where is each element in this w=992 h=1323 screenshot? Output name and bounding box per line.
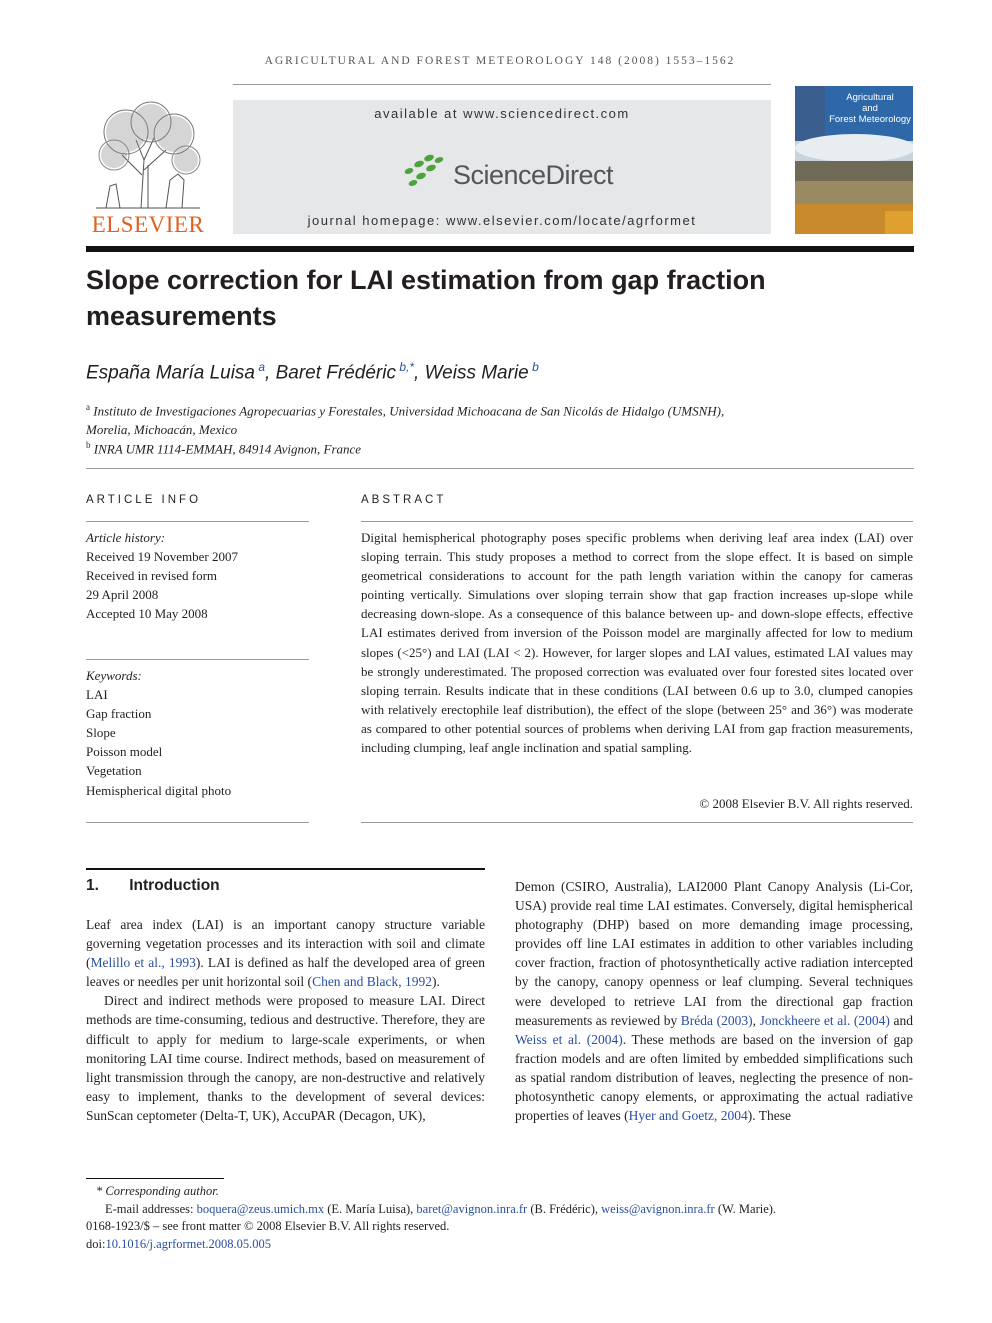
intro-rule (86, 868, 485, 870)
article-info-heading: ARTICLE INFO (86, 494, 202, 506)
elsevier-wordmark: ELSEVIER (91, 212, 205, 237)
affil-mark-a: a (86, 402, 90, 412)
text-run: Leaf area index (LAI) is an important canopy structure variable governing vegetation processes and its interaction with soil and climate ( (86, 917, 485, 971)
intro-heading (86, 877, 220, 895)
intro-paragraph-2: Direct and indirect methods were proposed to measure LAI. Direct methods are time-consuming, tedious and destructive. Therefore, they are difficult to apply for medium to large-scale experiments, or when monitoring LAI time course. Indirect methods, based on measurement of light transmission through the canopy, are non-destructive and relatively easy to implement, thanks to the development of several devices: SunScan ceptometer (Delta-T, UK), AccuPAR (Decagon, UK), (86, 993, 485, 1123)
text-run: E-mail addresses: (105, 1201, 197, 1216)
section-title: Introduction (129, 877, 220, 894)
author-affil-mark[interactable]: a (258, 360, 266, 374)
text-run: ). LAI is defined as half the developed area of green leaves or needles per unit horizontal soil ( (86, 955, 486, 990)
abstract-rule (361, 521, 913, 522)
author-affil-mark[interactable]: b,* (399, 360, 414, 374)
intro-right-column (515, 877, 913, 1125)
running-header: AGRICULTURAL AND FOREST METEOROLOGY 148 (2008) 1553–1562 (264, 55, 736, 67)
footnotes (86, 1183, 914, 1253)
affil-divider (86, 468, 914, 469)
email-link[interactable]: weiss@avignon.inra.fr (601, 1201, 715, 1216)
email-addresses (86, 1201, 914, 1219)
article-info-rule (86, 521, 309, 522)
journal-cover (795, 86, 913, 234)
ref-hyer-link[interactable]: Hyer and Goetz, 2004 (628, 1108, 748, 1124)
text-run: (W. Marie). (714, 1201, 777, 1216)
keyword: Vegetation (86, 763, 142, 779)
title-divider (86, 246, 914, 252)
ref-jonckheere-link[interactable]: Jonckheere et al. (2004) (759, 1012, 890, 1028)
keywords-rule (86, 659, 309, 660)
history-item: Accepted 10 May 2008 (86, 606, 208, 622)
affil-a-line2: Morelia, Michoacán, Mexico (86, 422, 238, 438)
affil-a-line1: Instituto de Investigaciones Agropecuarias y Forestales, Universidad Michoacana de San Nicolás de Hidalgo (UMSNH), (93, 403, 725, 419)
title-line1: Slope correction for LAI estimation from gap fraction (86, 265, 766, 295)
intro-left-column (86, 915, 485, 1125)
title-line2: measurements (86, 301, 277, 331)
history-item: Received 19 November 2007 (86, 549, 238, 565)
intro-paragraph-1 (86, 915, 485, 991)
section-number: 1. (86, 877, 99, 894)
journal-homepage: journal homepage: www.elsevier.com/locate/agrformet (307, 213, 697, 228)
cover-title-line3: Forest Meteorology (829, 114, 911, 125)
history-item: Received in revised form (86, 568, 218, 584)
footnote-rule (86, 1178, 224, 1179)
text-run: ). (432, 974, 440, 990)
doi-link[interactable]: 10.1016/j.agrformet.2008.05.005 (105, 1236, 272, 1251)
issn-line: 0168-1923/$ – see front matter © 2008 Elsevier B.V. All rights reserved. (86, 1219, 450, 1233)
text-run: ). These (747, 1108, 792, 1124)
text-run: , (752, 1012, 760, 1028)
abstract-bottom-rule (361, 822, 913, 823)
affil-b-line1: INRA UMR 1114-EMMAH, 84914 Avignon, France (93, 441, 362, 457)
abstract-heading: ABSTRACT (361, 494, 447, 506)
available-at: available at www.sciencedirect.com (374, 106, 630, 121)
sciencedirect-logo-text: ScienceDirect (453, 160, 614, 190)
keywords-label: Keywords: (86, 668, 142, 683)
article-history (86, 528, 309, 623)
keyword: Poisson model (86, 744, 163, 760)
email-link[interactable]: baret@avignon.inra.fr (416, 1201, 528, 1216)
sciencedirect-banner (233, 100, 771, 234)
text-run: Demon (CSIRO, Australia), LAI2000 Plant Canopy Analysis (Li-Cor, USA) provide real time LAI estimates. Conversely, digital hemispherical photography (DHP) based on more demanding image processing, provides off line LAI estimates in addition to other variables including cover fraction, fraction of photosynthetically active radiation intercepted by the canopy, canopy openness or leaf clumping. Several techniques were developed to retrieve LAI from the directional gap fraction measurements as reviewed by (515, 879, 913, 1028)
elsevier-tree-logo-icon (86, 100, 210, 210)
affiliation-b (86, 436, 914, 458)
intro-paragraph-3 (515, 877, 913, 1125)
author-name: España María Luisa (86, 362, 255, 384)
abstract-copyright: © 2008 Elsevier B.V. All rights reserved. (699, 796, 913, 811)
header-rule (233, 84, 771, 85)
text-run: (B. Frédéric), (527, 1201, 602, 1216)
ref-melillo-link[interactable]: Melillo et al., 1993 (90, 955, 196, 971)
article-info-bottom-rule (86, 822, 309, 823)
history-item: 29 April 2008 (86, 587, 159, 603)
keyword: Hemispherical digital photo (86, 782, 232, 798)
keyword: LAI (86, 687, 108, 703)
article-title (86, 262, 914, 334)
author-name: Weiss Marie (424, 362, 529, 384)
history-label: Article history: (86, 530, 166, 545)
cover-title-line2: and (862, 103, 878, 114)
text-run: . These methods are based on the inversion of gap fraction models and are often limited by embedded simplifications such as spatial random distribution of leaves, neglecting the presence of non-photosynthetic canopy elements, or approximating the actual radiative properties of leaves ( (515, 1031, 913, 1124)
corresponding-author: * Corresponding author. (96, 1184, 219, 1198)
text-run: doi: (86, 1236, 106, 1251)
affiliation-a (86, 398, 914, 439)
abstract-text: Digital hemispherical photography poses specific problems when deriving leaf area index (LAI) over sloping terrain. This study proposes a method to correct from the slope effect. It is based on simple geometrical considerations to account for the path length variation within the canopy for cameras pointing vertically. Simulations over sloping terrain show that gap fraction increases up-slope while decreasing down-slope. As a consequence of this balance between up- and down-slope effects, effective LAI estimates derived from inversion of the Poisson model are marginally affected for low to medium slopes (<25°) and LAI (LAI < 2). However, for larger slopes and LAI values, estimated LAI values may be strongly underestimated. The proposed correction was evaluated over four forested sites located over sloping terrain. Results indicate that in these conditions (LAI between 0.6 up to 3.0, clumped canopies with relatively erectophile leaf distribution), the effect of the slope (between 25° and 36°) was moderate as compared to other potential sources of problems when deriving LAI from gap fraction measurements, including clumping, leaf angle inclination and spatial sampling. (361, 530, 913, 756)
keyword: Slope (86, 725, 116, 741)
author-name: Baret Frédéric (275, 362, 396, 384)
ref-chen-link[interactable]: Chen and Black, 1992 (312, 974, 433, 990)
email-link[interactable]: boquera@zeus.umich.mx (196, 1201, 325, 1216)
cover-title-line1: Agricultural (846, 92, 894, 103)
text-run: (E. María Luisa), (324, 1201, 417, 1216)
ref-breda-link[interactable]: Bréda (2003) (680, 1012, 753, 1028)
sciencedirect-leaves-icon (401, 152, 447, 188)
keyword: Gap fraction (86, 706, 152, 722)
affil-mark-b: b (86, 440, 91, 450)
author-affil-mark[interactable]: b (532, 360, 539, 374)
keywords (86, 666, 309, 800)
author-list: España María Luisa $^a$, Baret Frédéric $^{b,*}$, Weiss Marie $^b$ (86, 360, 539, 384)
text-run: and (889, 1012, 913, 1028)
doi-line (86, 1236, 914, 1254)
ref-weiss-link[interactable]: Weiss et al. (2004) (515, 1031, 623, 1047)
